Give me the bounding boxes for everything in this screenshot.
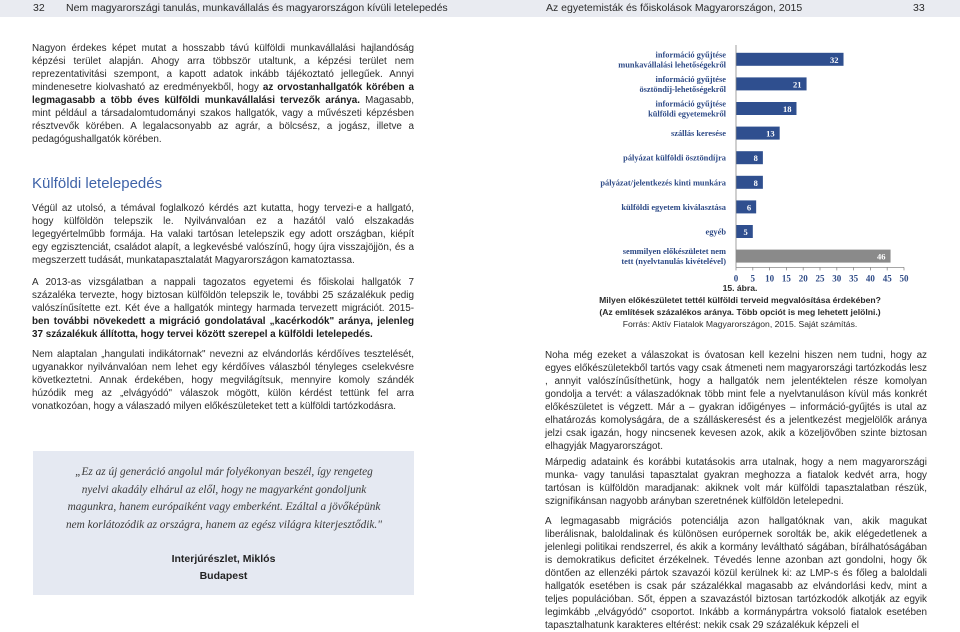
category-label: pályázat/jelentkezés kinti munkára [600, 178, 726, 188]
figure-title: Milyen előkészületet tettél külföldi terveid megvalósítása érdekében? [599, 295, 881, 305]
right-paragraph-3: A legmagasabb migrációs potenciálja azon hallgatóknak van, akik magukat liberálisnak, baloldalinak és különösen európernek sorolták be, akik elégedetlenek a jelenlegi politikai rendszerrel, és akik a kormány leváltható ságában, bírálhatóságában is demokratikus deficitet érzékelnek. Tévedés lenne azonban azt gondolni, hogy ők döntően az ellenzéki pártok szavazói közül kerülnek ki: az LMP-s és főleg a baloldali hallgatók esetében is csak pár százalékkal magasabb az elvándorlási kedv, mint a teljes populációban. Sőt, éppen a szavazástól biztosan tartózkodók alkotják az egyik legimkább „elvágyódó" csoportot. Inkább a kormánypártra voksoló fiatalok esetében tapasztalhatunk karakteres eltérést: nekik csak 29 százalékuk képzeli el [545, 516, 927, 631]
category-label: pályázat külföldi ösztöndíjra [623, 153, 726, 163]
left-running-title: Nem magyarországi tanulás, munkavállalás és magyarországon kívüli letelepedés [66, 2, 448, 14]
bar [736, 151, 763, 164]
x-tick-label: 50 [899, 273, 909, 284]
bar-value-label: 18 [782, 104, 792, 114]
bar [736, 176, 763, 189]
category-label: külföldi egyetem kiválasztása [621, 202, 726, 212]
left-column-body [32, 202, 414, 413]
quote-text: „Ez az új generáció angolul már folyékonyan beszél, így rengeteg nyelvi akadály elhárul az elől, hogy ne magyarként gondoljunk magunkra, hanem európaiként vagy emberként. Ezáltal a jövőképünk nem korlátozódik az országra, hanem az egész világra kiterjesztődik." [65, 466, 382, 531]
x-tick-label: 0 [733, 273, 739, 284]
x-tick-label: 15 [781, 273, 791, 284]
x-tick-label: 45 [882, 273, 892, 284]
category-label: szállás keresése [671, 129, 726, 139]
category-label: semmilyen előkészületet nem tett (nyelvtanulás kivételével) [621, 247, 726, 267]
category-label: információ gyűjtése munkavállalási lehetőségekről [618, 50, 726, 70]
category-label: egyéb [705, 227, 726, 237]
bar [736, 53, 844, 66]
right-paragraph-2: Márpedig adataink és korábbi kutatásokis arra utalnak, hogy a nem magyarországi munka- vagy tanulási tapasztalat gyakran meghozza a fiatalok kedvét arra, hogy tartósan is külföldön maradjanak: akiknek volt már külföldi tapasztalatban részük, szignifikánsan nagyobb arányban szeretnének külföldön letelepedni. [545, 457, 927, 507]
category-label: információ gyűjtése külföldi egyetemekről [648, 99, 726, 119]
section-heading: Külföldi letelepedés [32, 175, 163, 192]
figure-source: Forrás: Aktív Fiatalok Magyarországon, 2015. Saját számítás. [622, 319, 858, 329]
header-left [0, 0, 480, 17]
interview-quote-box [33, 451, 414, 595]
right-paragraph-1: Noha még ezeket a válaszokat is óvatosan kell kezelni hiszen nem tudni, hogy az egyes előkészületekből tartós vagy csak átmeneti nem magyarországi tartózkodás lesz , annyit valószínűsíthetünk, hogy a hallgatók nem jelentéktelen része komolyan gondolja a tervét: a válaszadóknak több mint fele a nyelvtanuláson kívül más konkrét előkészületet is végzett. Már a – gyakran időigényes – információ-gyűjtés is utal az elhatározás komolyságára, de a szálláskeresést és a jelentkezést megjelölők aránya jelzi csak igazán, hogy nincsenek kevesen azok, akik a közeljövőben szinte biztosan elhagyják Magyarországot. [545, 350, 927, 452]
bar-value-label: 6 [746, 202, 752, 213]
right-page-number: 33 [913, 2, 925, 14]
left-page-number: 32 [33, 2, 45, 14]
x-tick-label: 5 [750, 273, 756, 284]
bar-value-label: 8 [753, 153, 758, 164]
x-tick-label: 10 [765, 273, 775, 284]
figure-note: (Az említések százalékos aránya. Több opciót is meg lehetett jelölni.) [599, 307, 881, 317]
bar-value-label: 46 [877, 251, 886, 262]
bar-value-label: 13 [766, 128, 775, 139]
bar-chart [560, 40, 920, 285]
bar-value-label: 8 [753, 177, 758, 188]
bar-value-label: 32 [830, 54, 839, 65]
left-column-intro [32, 42, 414, 146]
x-tick-label: 20 [798, 273, 808, 284]
quote-source-city: Budapest [199, 570, 248, 582]
bar [736, 250, 891, 263]
x-tick-label: 30 [832, 273, 842, 284]
x-tick-label: 40 [865, 273, 875, 284]
paragraph-3: A 2013-as vizsgálatban a nappali tagozatos egyetemi és főiskolai hallgatók 7 százaléka tervezte, hogy biztosan külföldön telepszik le, további 25 százalékuk pedig valószínűsítette ezt. Két éve a hallgatók mintegy harmada tervezett migrációt. 2015-ben további növekedett a migráció gondolatával „kacérkodók" aránya, jelenleg 37 százalékuk állította, hogy tervei között szerepel a külföldi letelepedés. [32, 277, 414, 340]
right-running-title: Az egyetemisták és főiskolások Magyarországon, 2015 [546, 2, 803, 14]
quote-source-name: Interjúrészlet, Miklós [171, 553, 276, 565]
bar-value-label: 5 [743, 227, 748, 237]
x-tick-label: 25 [815, 273, 825, 284]
x-tick-label: 35 [849, 273, 859, 284]
bar-value-label: 21 [793, 79, 802, 90]
header-right [480, 0, 960, 17]
paragraph-4: Nem alaptalan „hangulati indikátornak" nevezni az elvándorlás kérdőíves tesztelését, ugyanakkor nyilvánvalóan nem lehet egy kérdőíves válaszból tényleges cselekvésre következtetni. Annak érdekében, hogy megvilágítsuk, mennyire komoly szándék húzódik meg az „elvágyódó" válaszok mögött, külön kérdést tettünk fel arra vonatkozóan, hogy a válaszadó milyen előkészületeket tett a külföldi tartózkodásra. [32, 349, 414, 412]
category-label: információ gyűjtése ösztöndíj-lehetőségekről [639, 74, 726, 94]
figure-number: 15. ábra. [722, 283, 758, 293]
paragraph-1: Nagyon érdekes képet mutat a hosszabb távú külföldi munkavállalási hajlandóság képzési terület alapján. Ahogy arra többször utaltunk, a képzési terület nem reprezentativitási szempont, a kapott adatok inkább tájékoztató jellegűek. Annyi mindenesetre kiolvasható az eredményekből, hogy az orvostanhallgatók körében a legmagasabb a több éves külföldi munkavállalási tervezők aránya. Magasabb, mint például a társadalomtudományi szakos hallgatók, vagy a művészeti képzésben résztvevők körében. A legalacsonyabb az agrár, a bölcsész, a jogász, illetve a pedagógushallgatók körében. [32, 43, 415, 145]
paragraph-2: Végül az utolsó, a témával foglalkozó kérdés azt kutatta, hogy tervezi-e a hallgató, hogy külföldön telepszik le. Nyilvánvalóan ez a hazától való elszakadás legegyértelműbb formája. Ha valaki tartósan letelepszik egy adott országban, kiépít egy egzisztenciát, családot alapít, a legkevésbé valószínű, hogy újra visszajöjjön, és a megszerzett tudását, munkatapasztalatát Magyarországon kamatoztassa. [32, 203, 414, 266]
